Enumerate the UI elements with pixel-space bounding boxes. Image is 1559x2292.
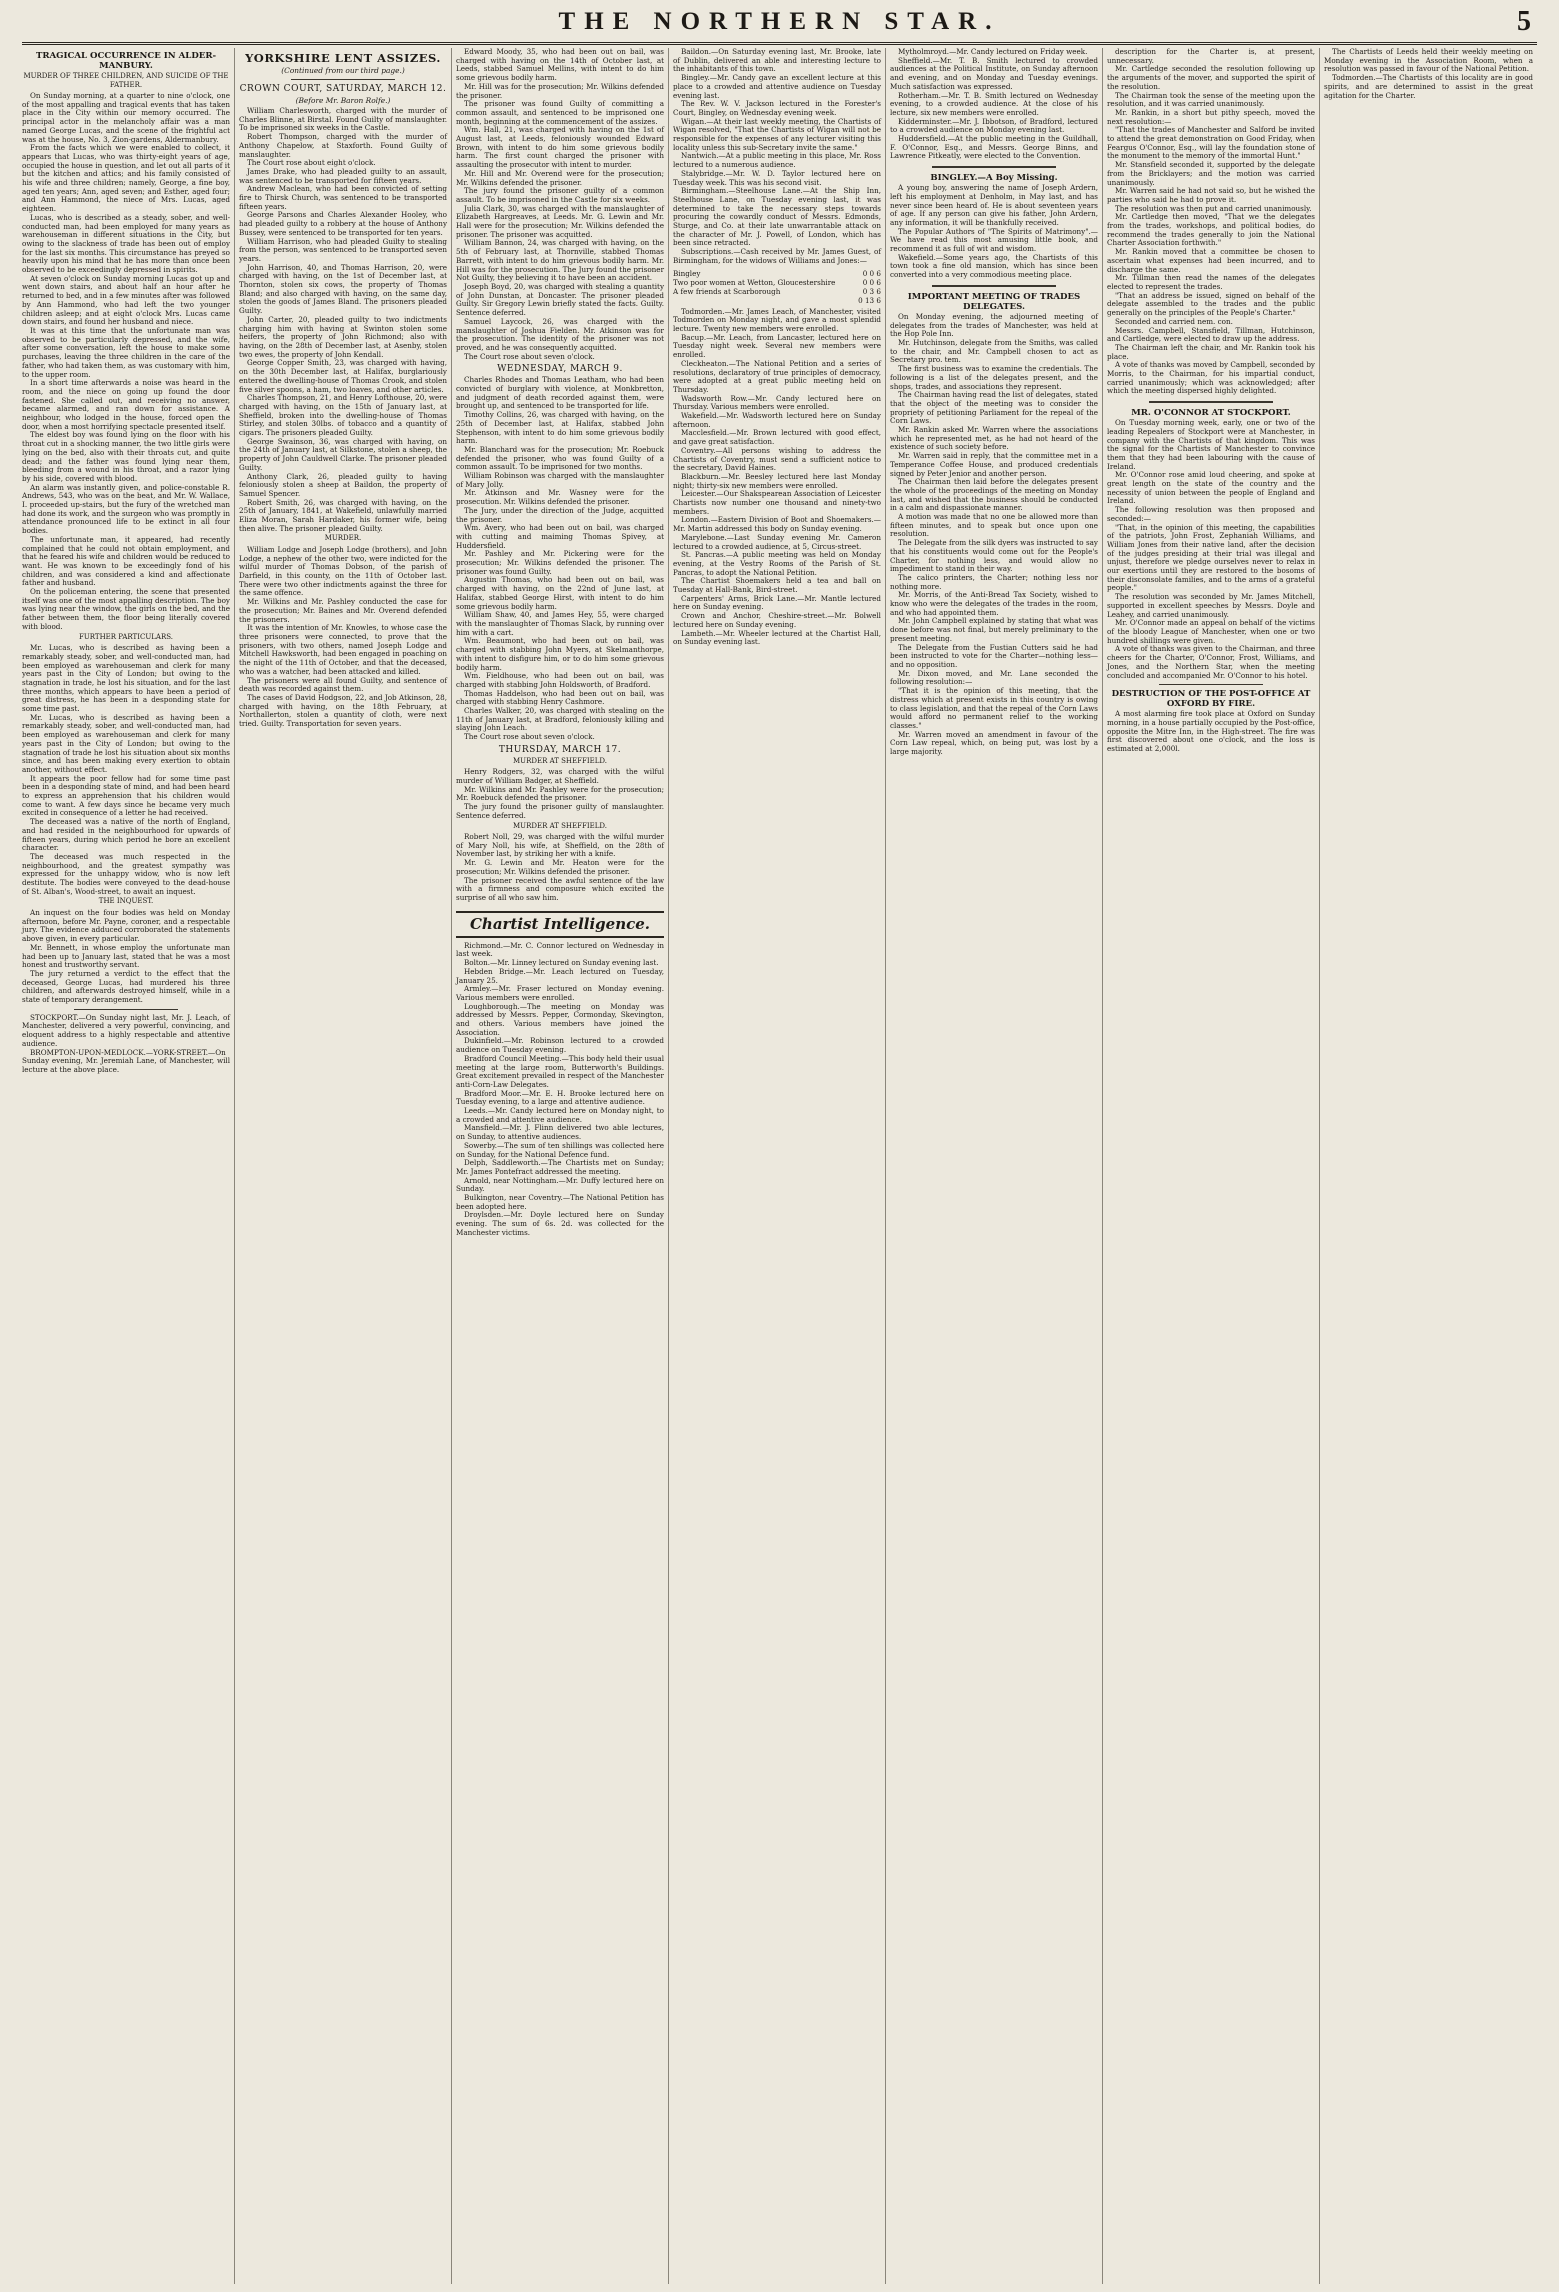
paragraph: John Harrison, 40, and Thomas Harrison, 20, were charged with having, on the 1st of December last, at Thornton, stolen six cows, the property of Thomas Bland; and also charged with having, on the same day, stolen the goods of James Bland. The prisoners pleaded Guilty. — [239, 262, 447, 316]
paragraph: Mr. John Campbell explained by stating that what was done before was not final, but merely preliminary to the present meeting. — [890, 616, 1098, 643]
paragraph: The Court rose about seven o'clock. — [464, 351, 595, 361]
paragraph: The Chairman having read the list of delegates, stated that the object of the meeting was to consider the propriety of petitioning Parliament for the repeal of the Corn Laws. — [890, 390, 1098, 426]
paragraph: Mr. Atkinson and Mr. Wasney were for the prosecution. Mr. Wilkins defended the prisoner. — [456, 488, 664, 507]
paragraph: A motion was made that no one be allowed more than fifteen minutes, and to speak but once upon one resolution. — [890, 512, 1098, 539]
divider — [932, 285, 1057, 287]
paragraph: Henry Rodgers, 32, was charged with the wilful murder of William Badger, at Sheffield. — [456, 767, 664, 786]
paragraph: On Sunday morning, at a quarter to nine o'clock, one of the most appalling and tragical events that has taken place in the City within our memory occurred. The principal actor in the melancholy affair was a man named George Lucas, and the scene of the frightful act was at the house, No. 3, Zion-gardens, Aldermanbury. — [22, 91, 230, 144]
subscription-amount: 0 0 6 — [862, 277, 881, 287]
paragraph: Bulkington, near Coventry.—The National Petition has been adopted here. — [456, 1193, 664, 1211]
paragraph: Lucas, who is described as a steady, sober, and well-conducted man, had been employed for many years as warehouseman in different situations in the City, but owing to the slackness of trade has been out of employ for the last six months. This circumstance has preyed so heavily upon his mind that he has more than once been observed to be exceedingly depressed in spirits. — [22, 212, 230, 275]
paragraph: William Harrison, who had pleaded Guilty to stealing from the person, was sentenced to be transported seven years. — [239, 236, 447, 263]
paragraph: Mr. Dixon moved, and Mr. Lane seconded the following resolution:— — [890, 668, 1098, 687]
paragraph: Samuel Laycock, 26, was charged with the manslaughter of Joshua Fielden. Mr. Atkinson was for the prosecution. The identity of the prisoner was not proved, and he was consequently acquitted. — [456, 316, 664, 352]
paragraph: Stalybridge.—Mr. W. D. Taylor lectured here on Tuesday week. This was his second visit. — [673, 168, 881, 187]
paragraph: Wadsworth Row.—Mr. Candy lectured here on Thursday. Various members were enrolled. — [673, 393, 881, 412]
subscription-label: Bingley — [673, 268, 701, 278]
section-heading: FURTHER PARTICULARS. — [79, 632, 173, 641]
paragraph: On Monday evening, the adjourned meeting of delegates from the trades of Manchester, was held at the Hop Pole Inn. — [890, 311, 1098, 339]
paragraph: Charles Walker, 20, was charged with stealing on the 11th of January last, at Bradford, feloniously killing and slaying John Leach. — [456, 706, 664, 733]
paragraph: Mr. Bennett, in whose employ the unfortunate man had been up to January last, stated that he was a most honest and trustworthy servant. — [22, 942, 230, 970]
paragraph: Thomas Haddelson, who had been out on bail, was charged with stabbing Henry Cashmore. — [456, 688, 664, 707]
paragraph: Wakefield.—Some years ago, the Chartists of this town took a fine old mansion, which has since been converted into a very commodious meeting place. — [890, 252, 1098, 280]
section-heading: MURDER. — [324, 534, 362, 543]
paragraph: Andrew Maclean, who had been convicted of setting fire to Thirsk Church, was sentenced to be transported fifteen years. — [239, 184, 447, 211]
paragraph: Todmorden.—Mr. James Leach, of Manchester, visited Todmorden on Monday night, and gave a most splendid lecture. Twenty new members were enrolled. — [673, 306, 881, 333]
paragraph: Mr. Warren moved an amendment in favour of the Corn Law repeal, which, on being put, was lost by a large majority. — [890, 729, 1098, 757]
subscriptions-table — [673, 269, 881, 305]
paragraph: On the policeman entering, the scene that presented itself was one of the most appalling description. The boy was lying near the window, the girls on the bed, and the father between them, the floor being literally covered with blood. — [22, 587, 230, 631]
paragraph: Charles Thompson, 21, and Henry Lofthouse, 20, were charged with having, on the 15th of January last, at Sheffield, broken into the dwelling-house of Thomas Stirley, and stolen 30lbs. of tobacco and a quantity of cigars. The prisoners pleaded Guilty. — [239, 393, 447, 438]
paragraph: The Popular Authors of "The Spirits of Matrimony".—We have read this most amusing little book, and recommend it as full of wit and wisdom. — [890, 226, 1098, 254]
paragraph: "That it is the opinion of this meeting, that the distress which at present exists in this country is owing to class legislation, and that the repeal of the Corn Laws would afford no permanent relief to the working classes." — [890, 686, 1098, 730]
paragraph: Mr. Wilkins and Mr. Pashley conducted the case for the prosecution; Mr. Baines and Mr. Overend defended the prisoners. — [239, 597, 447, 624]
paragraph: It appears the poor fellow had for some time past been in a desponding state of mind, and had been heard to express an apprehension that his children would come to want. A few days since he became very much excited in consequence of a letter he had received. — [22, 773, 230, 818]
paragraph: Droylsden.—Mr. Doyle lectured here on Sunday evening. The sum of 6s. 2d. was collected for the Manchester victims. — [456, 1210, 664, 1237]
paragraph: Nantwich.—At a public meeting in this place, Mr. Ross lectured to a numerous audience. — [673, 151, 881, 170]
paragraph: Crown and Anchor, Cheshire-street.—Mr. Bolwell lectured here on Sunday evening. — [673, 611, 881, 629]
paragraph: Rotherham.—Mr. T. B. Smith lectured on Wednesday evening, to a crowded audience. At the close of his lecture, six new members were enrolled. — [890, 90, 1098, 117]
paragraph: Mr. Blanchard was for the prosecution; Mr. Roebuck defended the prisoner, who was found Guilty of a common assault. To be imprisoned for two months. — [456, 444, 664, 472]
divider — [74, 1009, 178, 1010]
paragraph: The jury found the prisoner guilty of a common assault. To be imprisoned in the Castle for six weeks. — [456, 186, 664, 204]
column-6 — [1103, 48, 1320, 2284]
paragraph: The Chairman left the chair, and Mr. Rankin took his place. — [1107, 342, 1315, 361]
paragraph: The jury returned a verdict to the effect that the deceased, George Lucas, had murdered his three children, and afterwards destroyed himself, while in a state of temporary derangement. — [22, 968, 230, 1005]
paragraph: Mr. Rankin, in a short but pithy speech, moved the next resolution:— — [1107, 107, 1315, 126]
paragraph: Mr. Rankin moved that a committee be chosen to ascertain what expenses had been incurred, and to discharge the same. — [1107, 247, 1315, 274]
paragraph: The Delegate from the silk dyers was instructed to say that his constituents would come out for the People's Charter, for nothing less, and would allow no impediment to stand in their way. — [890, 538, 1098, 574]
paragraph: Wigan.—At their last weekly meeting, the Chartists of Wigan resolved, "That the Chartists of Wigan will not be responsible for the expenses of any lecturer visiting this locality unless this sub-Secretary invite the same." — [673, 116, 881, 152]
paragraph: Bradford Council Meeting.—This body held their usual meeting at the large room, Butterworth's Buildings. Great excitement prevailed in respect of the Manchester anti-Corn-Law Delegates. — [456, 1053, 664, 1089]
article-heading: YORKSHIRE LENT ASSIZES. — [245, 51, 441, 65]
paragraph: Mr. Morris, of the Anti-Bread Tax Society, wished to know who were the delegates of the trades in the room, and who had appointed them. — [890, 590, 1098, 617]
paragraph: Joseph Boyd, 20, was charged with stealing a quantity of John Dunstan, at Doncaster. The prisoner pleaded Guilty. Sir Gregory Lewin briefly stated the facts. Guilty. Sentence deferred. — [456, 281, 664, 318]
paragraph: It was the intention of Mr. Knowles, to whose case the three prisoners were connected, to prove that the prisoners, with two others, named Joseph Lodge and Mitchell Hawksworth, had been engaged in poaching on the night of the 11th of October, and that the deceased, who was a watcher, had been attacked and killed. — [239, 623, 447, 676]
paragraph: "That, in the opinion of this meeting, the capabilities of the patriots, John Frost, Zephaniah Williams, and William Jones from their native land, after the decision of the judges presiding at their trial was illegal and unjust, therefore we pledge ourselves never to relax in our exertions until they are restored to the bosoms of their disconsolate families, and to the arms of a grateful people." — [1107, 522, 1315, 593]
paragraph: Mr. O'Connor rose amid loud cheering, and spoke at great length on the state of the country and the necessity of union between the people of England and Ireland. — [1107, 470, 1315, 506]
column-4 — [669, 48, 886, 2284]
column-2 — [235, 48, 452, 2284]
paragraph: George Swainson, 36, was charged with having, on the 24th of January last, at Silkstone, stolen a sheep, the property of John Cauldwell Clarke. The prisoner pleaded Guilty. — [239, 436, 447, 472]
paragraph: Mytholmroyd.—Mr. Candy lectured on Friday week. — [898, 48, 1088, 56]
paragraph: Todmorden.—The Chartists of this locality are in good spirits, and are determined to assist in the great agitation for the Charter. — [1324, 73, 1533, 100]
paragraph: Bradford Moor.—Mr. E. H. Brooke lectured here on Tuesday evening, to a large and attentive audience. — [456, 1088, 664, 1107]
paragraph: James Drake, who had pleaded guilty to an assault, was sentenced to be transported for fifteen years. — [239, 166, 447, 185]
paragraph: Wm. Hall, 21, was charged with having on the 1st of August last, at Leeds, feloniously wounded Edward Brown, with intent to do him some grievous bodily harm. The first count charged the prisoner with assaulting the prosecutor with intent to murder. — [456, 125, 664, 170]
paragraph: Coventry.—All persons wishing to address the Chartists of Coventry, must send a sufficient notice to the secretary, David Haines. — [673, 445, 881, 473]
paragraph: Wm. Avery, who had been out on bail, was charged with cutting and maiming Thomas Spivey, at Huddersfield. — [456, 523, 664, 550]
paragraph: William Bannon, 24, was charged with having, on the 5th of February last, at Thornville, stabbed Thomas Barrett, with intent to do him grievous bodily harm. Mr. Hill was for the prosecution. The Jury found the prisoner Not Guilty, they believing it to have been an accident. — [456, 238, 664, 283]
paragraph: The deceased was a native of the north of England, and had resided in the neighbourhood for upwards of fifteen years, during which period he bore an excellent character. — [22, 817, 230, 853]
column-3 — [452, 48, 669, 2284]
subscription-label: Two poor women at Wetton, Gloucestershire — [673, 277, 836, 287]
chartist-intelligence-heading: Chartist Intelligence. — [456, 911, 664, 938]
columns — [18, 48, 1541, 2284]
table-row — [673, 287, 881, 296]
paragraph: The eldest boy was found lying on the floor with his throat cut in a shocking manner, the two little girls were lying on the bed, also with their throats cut, and quite dead; and the father was found lying near them, bleeding from a wound in his throat, and a razor lying by his side, covered with blood. — [22, 430, 230, 483]
article-subheading: MURDER OF THREE CHILDREN, AND SUICIDE OF THE FATHER. — [23, 72, 229, 89]
paragraph: Kidderminster.—Mr. J. Ibbotson, of Bradford, lectured to a crowded audience on Monday evening last. — [890, 116, 1098, 135]
paragraph: The jury found the prisoner guilty of manslaughter. Sentence deferred. — [456, 802, 664, 820]
paragraph: A young boy, answering the name of Joseph Ardern, left his employment at Denholm, in May last, and has never since been heard of. He is about seventeen years of age. If any person can give his father, John Ardern, any information, it will be thankfully received. — [890, 183, 1098, 227]
paragraph: An inquest on the four bodies was held on Monday afternoon, before Mr. Payne, coroner, and a respectable jury. The evidence adduced corroborated the statements above given, in every particular. — [22, 907, 230, 944]
paragraph: Birmingham.—Steelhouse Lane.—At the Ship Inn, Steelhouse Lane, on Tuesday evening last, it was determined to take the necessary steps towards procuring the cowardly conduct of Messrs. Edmonds, Sturge, and Co. at their late unwarrantable attack on the character of Mr. J. Powell, of London, which has been since retracted. — [673, 186, 881, 248]
paragraph: Leeds.—Mr. Candy lectured here on Monday night, to a crowded and attentive audience. — [456, 1106, 664, 1124]
paragraph: Mr. O'Connor made an appeal on behalf of the victims of the bloody League of Manchester, when one or two hundred shillings were given. — [1107, 618, 1315, 645]
paragraph: Lambeth.—Mr. Wheeler lectured at the Chartist Hall, on Sunday evening last. — [673, 628, 881, 647]
paragraph: Carpenters' Arms, Brick Lane.—Mr. Mantle lectured here on Sunday evening. — [673, 593, 881, 612]
article-body — [22, 92, 230, 632]
paragraph: The Chairman took the sense of the meeting upon the resolution, and it was carried unanimously. — [1107, 90, 1315, 109]
paragraph: "That the trades of Manchester and Salford be invited to attend the great demonstration on Good Friday, when Feargus O'Connor, Esq., will lay the foundation stone of the monument to the memory of the immortal Hunt." — [1107, 125, 1315, 161]
paragraph: The Delegate from the Fustian Cutters said he had been instructed to vote for the Charter—nothing less—and no opposition. — [890, 642, 1098, 669]
paragraph: Bingley.—Mr. Candy gave an excellent lecture at this place to a crowded and attentive audience on Tuesday evening last. — [673, 73, 881, 100]
day-heading: WEDNESDAY, MARCH 9. — [497, 364, 623, 375]
paragraph: A vote of thanks was moved by Campbell, seconded by Morris, to the Chairman, for his impartial conduct, carried unanimously; which was acknowledged; after which the meeting dispersed highly delighted. — [1107, 360, 1315, 396]
page-number: 5 — [1517, 6, 1531, 37]
paragraph: Julia Clark, 30, was charged with the manslaughter of Elizabeth Hargreaves, at Leeds. Mr. G. Lewin and Mr. Hall were for the prosecution; Mr. Wilkins defended the prisoner. The prisoner was acquitted. — [456, 203, 664, 239]
paragraph: In a short time afterwards a noise was heard in the room, and the niece on going up found the door fastened. She called out, and receiving no answer, became alarmed, and ran down for assistance. A neighbour, who lodged in the house, forced open the door, when a most horrifying spectacle presented itself. — [22, 378, 230, 431]
paragraph: Anthony Clark, 26, pleaded guilty to having feloniously stolen a sheep at Baildon, the property of Samuel Spencer. — [239, 471, 447, 498]
paragraph: Mr. Warren said in reply, that the committee met in a Temperance Coffee House, and produced credentials signed by Peter Jenior and another person. — [890, 451, 1098, 478]
article-heading: IMPORTANT MEETING OF TRADES DELEGATES. — [907, 291, 1081, 312]
divider — [291, 79, 395, 80]
paragraph: George Parsons and Charles Alexander Hooley, who had pleaded guilty to a robbery at the house of Anthony Bussey, were sentenced to be transported for ten years. — [239, 210, 447, 237]
paragraph: Wakefield.—Mr. Wadsworth lectured here on Sunday afternoon. — [673, 411, 881, 429]
subscription-label: A few friends at Scarborough — [673, 286, 781, 296]
paragraph: Leicester.—Our Shakspearean Association of Leicester Chartists now number one thousand and ninety-two members. — [673, 489, 881, 516]
paragraph: William Charlesworth, charged with the murder of Charles Blinne, at Birstal. Found Guilty of manslaughter. To be imprisoned six weeks in the Castle. — [239, 106, 447, 133]
paragraph: Robert Thompson, charged with the murder of Anthony Chapelow, at Staxforth. Found Guilty of manslaughter. — [239, 132, 447, 159]
paragraph: Mr. G. Lewin and Mr. Heaton were for the prosecution; Mr. Wilkins defended the prisoner. — [456, 858, 664, 876]
paragraph: William Shaw, 40, and James Hey, 55, were charged with the manslaughter of Thomas Slack, by running over him with a cart. — [456, 610, 664, 637]
paragraph: Seconded and carried nem. con. — [1115, 316, 1233, 326]
paragraph: Delph, Saddleworth.—The Chartists met on Sunday; Mr. James Pontefract addressed the meeting. — [456, 1158, 664, 1176]
article-heading: TRAGICAL OCCURRENCE IN ALDER-MANBURY. — [35, 51, 217, 71]
continued-note: (Continued from our third page.) — [281, 66, 405, 75]
paragraph: description for the Charter is, at present, unnecessary. — [1107, 48, 1315, 65]
paragraph: Robert Noll, 29, was charged with the wilful murder of Mary Noll, his wife, at Sheffield, on the 28th of November last, by striking her with a knife. — [456, 832, 664, 859]
paragraph: Bacup.—Mr. Leach, from Lancaster, lectured here on Tuesday night week. Several new members were enrolled. — [673, 332, 881, 360]
paragraph: London.—Eastern Division of Boot and Shoemakers.—Mr. Martin addressed this body on Sunday evening. — [673, 515, 881, 534]
paragraph: Armley.—Mr. Fraser lectured on Monday evening. Various members were enrolled. — [456, 984, 664, 1002]
subscription-amount: 0 3 6 — [862, 286, 881, 296]
paragraph: Mansfield.—Mr. J. Flinn delivered two able lectures, on Sunday, to attentive audiences. — [456, 1123, 664, 1142]
paragraph: The first business was to examine the credentials. The following is a list of the delegates present, and the shops, trades, and associations they represent. — [890, 364, 1098, 391]
paragraph: At seven o'clock on Sunday morning Lucas got up and went down stairs, and about half an hour after he returned to bed, and in a few minutes after was followed by Ann Hammond, who had left the two younger children asleep; and at eight o'clock Mrs. Lucas came down stairs, and found her husband and niece. — [22, 273, 230, 327]
paragraph: An alarm was instantly given, and police-constable R. Andrews, 543, who was on the beat, and Mr. W. Wallace, I. proceeded up-stairs, but the fury of the wretched man had done its work, and the surgeon who was promptly in attendance pronounced life to be extinct in all four bodies. — [22, 482, 230, 536]
table-row — [673, 269, 881, 278]
paragraph: Mr. Pashley and Mr. Pickering were for the prosecution; Mr. Wilkins defended the prisoner. The prisoner was found Guilty. — [456, 549, 664, 576]
paragraph: Augustin Thomas, who had been out on bail, was charged with having, on the 22nd of June last, at Halifax, stabbed George Hirst, with intent to do him some grievous bodily harm. — [456, 575, 664, 611]
paragraph: Wm. Beaumont, who had been out on bail, was charged with stabbing John Myers, at Skelmanthorpe, with intent to disfigure him, or to do him some grievous bodily harm. — [456, 636, 664, 672]
section-heading: MURDER AT SHEFFIELD. — [513, 756, 607, 765]
paragraph: "That an address be issued, signed on behalf of the delegate assembled to the trades and the public generally on the principles of the People's Charter." — [1107, 290, 1315, 318]
court-heading: CROWN COURT, SATURDAY, MARCH 12. — [239, 84, 447, 94]
paragraph: The prisoner was found Guilty of committing a common assault, and sentenced to be imprisoned one month, beginning at the commencement of the assizes. — [456, 99, 664, 126]
paragraph: Mr. Lucas, who is described as having been a remarkably steady, sober, and well-conducted man, had been employed as warehouseman and clerk for many years past in the City of London; but owing to the stagnation of trade he lost his situation about six months since, and has been making every exertion to obtain another, without effect. — [22, 712, 230, 774]
article-heading: BINGLEY.—A Boy Missing. — [930, 173, 1058, 184]
paragraph: Bolton.—Mr. Linney lectured on Sunday evening last. — [464, 958, 659, 968]
paragraph: The resolution was then put and carried unanimously. — [1115, 203, 1312, 213]
column-5 — [886, 48, 1103, 2284]
table-row — [673, 278, 881, 287]
paragraph: Baildon.—On Saturday evening last, Mr. Brooke, late of Dublin, delivered an able and interesting lecture to the inhabitants of this town. — [673, 48, 881, 74]
paragraph: It was at this time that the unfortunate man was observed to be particularly depressed, and the wife, after some conversation, left the house to make some purchases, leaving the three children in the care of the father, who had taken them, as was customary with him, to the upper room. — [22, 325, 230, 379]
judge-note: (Before Mr. Baron Rolfe.) — [295, 96, 391, 105]
paragraph: On Tuesday morning week, early, one or two of the leading Repealers of Stockport were at Manchester, in company with the Chartists of that kingdom. This was the signal for the Chartists of Manchester to convince them that they had been labouring with the cause of Ireland. — [1107, 418, 1315, 471]
paragraph: Sheffield.—Mr. T. B. Smith lectured to crowded audiences at the Political Institute, on Sunday afternoon and evening, and on Monday and Tuesday evenings. Much satisfaction was expressed. — [890, 55, 1098, 91]
paragraph: William Robinson was charged with the manslaughter of Mary Jolly. — [456, 471, 664, 489]
subscription-total: 0 13 6 — [858, 295, 881, 305]
paragraph: Marylebone.—Last Sunday evening Mr. Cameron lectured to a crowded audience, at 5, Circus-street. — [673, 532, 881, 551]
paragraph: From the facts which we were enabled to collect, it appears that Lucas, who was thirty-eight years of age, occupied the house in question, and let out all parts of it but the kitchen and attics; and his family consisted of his wife and three children; namely, George, a fine boy, aged ten years; Ann, aged seven; and Esther, aged four; and Ann Hammond, the niece of Mrs. Lucas, aged eighteen. — [22, 143, 230, 214]
paragraph: STOCKPORT.—On Sunday night last, Mr. J. Leach, of Manchester, delivered a very powerful, convincing, and eloquent address to a highly respectable and attentive audience. — [22, 1012, 230, 1048]
paragraph: A vote of thanks was given to the Chairman, and three cheers for the Charter, O'Connor, Frost, Williams, and Jones, and the Northern Star, when the meeting concluded and accompanied Mr. O'Connor to his hotel. — [1107, 644, 1315, 680]
day-heading: THURSDAY, MARCH 17. — [498, 744, 622, 755]
paragraph: Arnold, near Nottingham.—Mr. Duffy lectured here on Sunday. — [456, 1175, 664, 1194]
paragraph: Messrs. Campbell, Stansfield, Tillman, Hutchinson, and Cartledge, were elected to draw up the address. — [1107, 325, 1315, 344]
paragraph: Huddersfield.—At the public meeting in the Guildhall, F. O'Connor, Esq., and Messrs. George Binns, and Lawrence Pitkeatly, were elected to the Convention. — [890, 134, 1098, 161]
article-heading: MR. O'CONNOR AT STOCKPORT. — [1131, 408, 1291, 419]
paragraph: Richmond.—Mr. C. Connor lectured on Wednesday in last week. — [456, 940, 664, 959]
subscription-amount: 0 0 6 — [862, 268, 881, 278]
paragraph: The Chairman then laid before the delegates present the whole of the proceedings of the meeting on Monday last, and wished that the business should be conducted in a calm and dispassionate manner. — [890, 477, 1098, 513]
paragraph: Mr. Lucas, who is described as having been a remarkably steady, sober, and well-conducted man, had been employed as warehouseman and clerk for many years past in the City of London; but owing to the stagnation in trade, he lost his situation, and for the last three months, which appears to have been a period of great distress, he has been in a desponding state for some time past. — [22, 643, 230, 714]
paragraph: The prisoners were all found Guilty, and sentence of death was recorded against them. — [239, 675, 447, 694]
article-heading: DESTRUCTION OF THE POST-OFFICE AT OXFORD BY FIRE. — [1111, 689, 1311, 710]
paragraph: Mr. Wilkins and Mr. Pashley were for the prosecution; Mr. Roebuck defended the prisoner. — [456, 784, 664, 803]
paragraph: Dukinfield.—Mr. Robinson lectured to a crowded audience on Tuesday evening. — [456, 1036, 664, 1055]
paragraph: Cleckheaton.—The National Petition and a series of resolutions, declaratory of true principles of democracy, were adopted at a great public meeting held on Thursday. — [673, 358, 881, 394]
paragraph: Charles Rhodes and Thomas Leatham, who had been convicted of burglary with violence, at Monkbretton, and judgment of death recorded against them, were brought up, and sentenced to be transported for life. — [456, 375, 664, 411]
paragraph: Mr. Tillman then read the names of the delegates elected to represent the trades. — [1107, 273, 1315, 291]
paragraph: The prisoner received the awful sentence of the law with a firmness and composure which excited the surprise of all who saw him. — [456, 875, 664, 902]
paragraph: Mr. Cartledge seconded the resolution following up the arguments of the mover, and supported the spirit of the resolution. — [1107, 64, 1315, 91]
column-7 — [1320, 48, 1537, 2284]
paragraph: The Chartists of Leeds held their weekly meeting on Monday evening in the Association Room, when a resolution was passed in favour of the National Petition. — [1324, 48, 1533, 74]
paragraph: Wm. Fieldhouse, who had been out on bail, was charged with stabbing John Holdsworth, of Bradford. — [456, 671, 664, 689]
paragraph: A most alarming fire took place at Oxford on Sunday morning, in a house partially occupied by the Post-office, opposite the Mitre Inn, in the High-street. The fire was first discovered about one o'clock, and the loss is estimated at 2,000l. — [1107, 709, 1315, 754]
paragraph: Robert Smith, 26, was charged with having, on the 25th of January, 1841, at Wakefield, unlawfully married Eliza Moran, Sarah Hardaker, his former wife, being then alive. The prisoner pleaded Guilty. — [239, 497, 447, 533]
paragraph: Loughborough.—The meeting on Monday was addressed by Messrs. Pepper, Cormonday, Skevington, and others. Various members have joined the Association. — [456, 1001, 664, 1037]
column-1 — [18, 48, 235, 2284]
masthead — [22, 6, 1537, 45]
paragraph: Timothy Collins, 26, was charged with having, on the 25th of December last, at Halifax, stabbed John Stephenson, with intent to do him some grievous bodily harm. — [456, 410, 664, 446]
paragraph: The Chartist Shoemakers held a tea and ball on Tuesday at Hall-Bank, Bird-street. — [673, 576, 881, 595]
paragraph: Hebden Bridge.—Mr. Leach lectured on Tuesday, January 25. — [456, 966, 664, 985]
paragraph: Macclesfield.—Mr. Brown lectured with good effect, and gave great satisfaction. — [673, 428, 881, 447]
divider — [1149, 401, 1274, 403]
paragraph: The calico printers, the Charter; nothing less nor nothing more. — [890, 572, 1098, 591]
paragraph: The unfortunate man, it appeared, had recently complained that he could not obtain employment, and that he feared his wife and children would be reduced to want. He was known to be exceedingly fond of his children, and was considered a kind and affectionate father and husband. — [22, 534, 230, 588]
paragraph: The Rev. W. V. Jackson lectured in the Forester's Court, Bingley, on Wednesday evening week. — [673, 99, 881, 117]
paragraph: Edward Moody, 35, who had been out on bail, was charged with having on the 14th of October last, at Leeds, stabbed Samuel Mellins, with intent to do him some grievous bodily harm. — [456, 48, 664, 83]
paragraph: Mr. Rankin asked Mr. Warren where the associations which he represented met, as he had not heard of the existence of such society before. — [890, 425, 1098, 452]
masthead-title: THE NORTHERN STAR. — [558, 8, 1001, 35]
paragraph: The cases of David Hodgson, 22, and Job Atkinson, 28, charged with having, on the 18th February, at Northallerton, stolen a quantity of cloth, were next tried. Guilty. Transportation for seven years. — [239, 692, 447, 729]
divider — [1159, 684, 1263, 685]
paragraph: Mr. Hill and Mr. Overend were for the prosecution; Mr. Wilkins defended the prisoner. — [456, 168, 664, 187]
paragraph: Subscriptions.—Cash received by Mr. James Guest, of Birmingham, for the widows of Williams and Jones:— — [673, 247, 881, 265]
paragraph: The Jury, under the direction of the Judge, acquitted the prisoner. — [456, 505, 664, 524]
paragraph: Mr. Warren said he had not said so, but he wished the parties who said he had to prove it. — [1107, 186, 1315, 204]
paragraph: Mr. Cartledge then moved, "That we the delegates from the trades, workshops, and political bodies, do recommend the trades generally to join the National Charter Association forthwith." — [1107, 212, 1315, 248]
paragraph: Blackburn.—Mr. Beesley lectured here last Monday night; thirty-six new members were enrolled. — [673, 471, 881, 490]
table-row — [673, 296, 881, 305]
paragraph: The Court rose about seven o'clock. — [464, 732, 595, 742]
paragraph: George Copper Smith, 23, was charged with having, on the 30th December last, at Halifax, burglariously entered the dwelling-house of Thomas Crook, and stolen five silver spoons, a ham, two loaves, and other articles. — [239, 358, 447, 394]
section-heading: MURDER AT SHEFFIELD. — [513, 821, 607, 830]
paragraph: William Lodge and Joseph Lodge (brothers), and John Lodge, a nephew of the other two, were indicted for the wilful murder of Thomas Dobson, of the parish of Darfield, in this county, on the 11th of October last. There were two other indictments against the three for the same offence. — [239, 544, 447, 598]
paragraph: The following resolution was then proposed and seconded:— — [1107, 505, 1315, 523]
paragraph: St. Pancras.—A public meeting was held on Monday evening, at the Vestry Rooms of the Parish of St. Pancras, to adopt the National Petition. — [673, 550, 881, 577]
paragraph: Mr. Hill was for the prosecution; Mr. Wilkins defended the prisoner. — [456, 81, 664, 100]
paragraph: The resolution was seconded by Mr. James Mitchell, supported in excellent speeches by Messrs. Doyle and Leahey, and carried unanimously. — [1107, 592, 1315, 619]
paragraph: Mr. Hutchinson, delegate from the Smiths, was called to the chair, and Mr. Campbell chosen to act as Secretary pro. tem. — [890, 337, 1098, 365]
paragraph: John Carter, 20, pleaded guilty to two indictments charging him with having at Swinton stolen some heifers, the property of John Richmond; also with having, on the 28th of December last, at Asenby, stolen two ewes, the property of John Kendall. — [239, 314, 447, 359]
divider — [932, 166, 1057, 168]
paragraph: Sowerby.—The sum of ten shillings was collected here on Sunday, for the National Defence fund. — [456, 1140, 664, 1159]
section-heading: THE INQUEST. — [98, 897, 154, 906]
paragraph: The Court rose about eight o'clock. — [247, 158, 376, 168]
paragraph: BROMPTON-UPON-MEDLOCK.—YORK-STREET.—On Sunday evening, Mr. Jeremiah Lane, of Manchester, will lecture at the above place. — [22, 1047, 230, 1074]
paragraph: The deceased was much respected in the neighbourhood, and the greatest sympathy was expressed for the unhappy widow, who is now left destitute. The bodies were conveyed to the dead-house of St. Alban's, Wood-street, to await an inquest. — [22, 851, 230, 896]
paragraph: Mr. Stansfield seconded it, supported by the delegate from the Bricklayers; and the motion was carried unanimously. — [1107, 160, 1315, 187]
